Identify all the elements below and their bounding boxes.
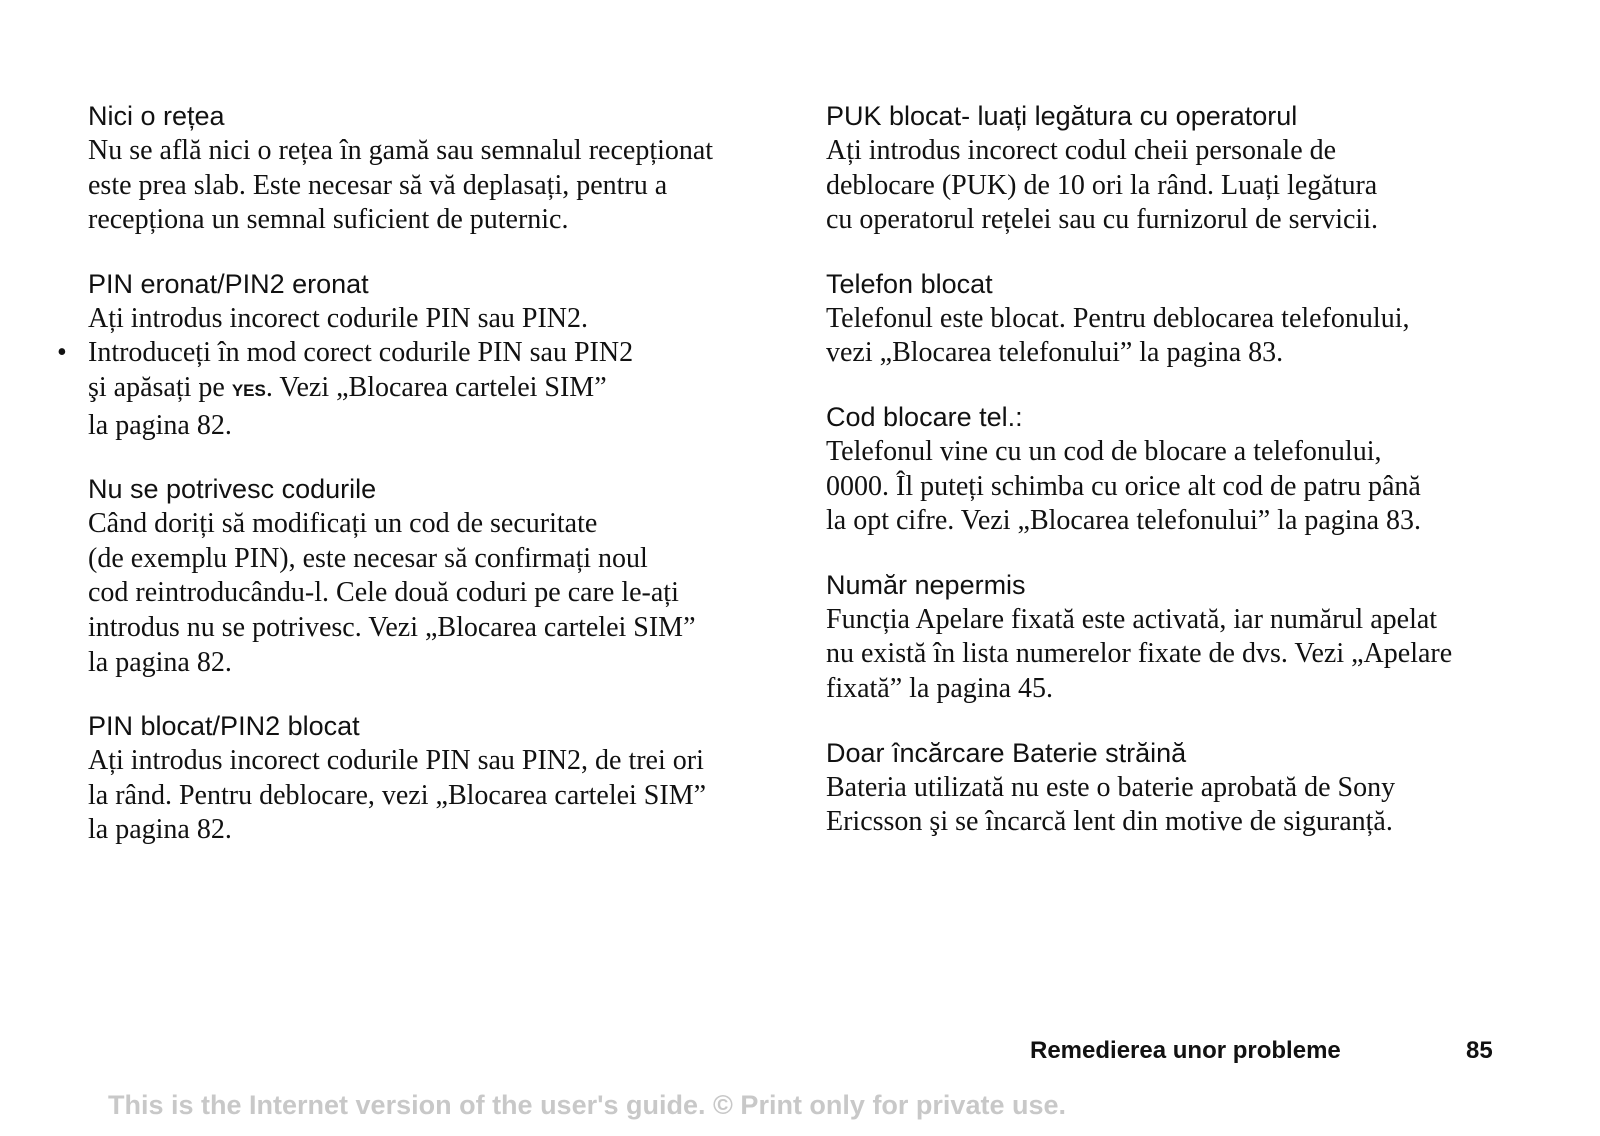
section-heading: Nu se potrivesc codurile [88,474,377,505]
section-pin-blocked [88,710,768,848]
section-foreign-battery [826,737,1526,840]
bullet-text: . Vezi „Blocarea cartelei SIM” [265,371,607,403]
body-line: fixată” la pagina 45. [826,672,1054,704]
section-heading: Telefon blocat [826,268,993,299]
body-line: Ați introdus incorect codurile PIN sau PIN2. [88,302,589,334]
body-line [88,371,768,409]
bullet-marker: • [57,337,67,369]
section-heading: Doar încărcare Baterie străină [826,737,1187,768]
section-no-network [88,100,768,238]
body-line: recepționa un semnal suficient de puternic. [88,204,569,236]
body-line: Telefonul vine cu un cod de blocare a telefonului, [826,435,1382,467]
section-codes-mismatch [88,473,768,680]
section-puk-blocked [826,100,1526,238]
left-column [57,100,768,878]
section-number-not-permitted [826,569,1526,707]
body-line: 0000. Îl puteți schimba cu orice alt cod de patru până [826,470,1421,502]
body-line: Când doriți să modificați un cod de securitate [88,508,598,540]
body-line: Funcția Apelare fixată este activată, iar numărul apelat [826,603,1438,635]
bullet-text: şi apăsați pe [88,371,232,403]
body-line: Ați introdus incorect codul cheii personale de [826,135,1337,166]
section-heading: Cod blocare tel.: [826,401,1023,432]
section-heading: Nici o rețea [88,101,225,131]
page-number: 85 [1466,1037,1493,1064]
section-heading: PIN eronat/PIN2 eronat [88,268,369,299]
body-line: Ați introdus incorect codurile PIN sau PIN2, de trei ori [88,745,704,777]
section-phone-locked [826,268,1526,371]
body-line: cu operatorul rețelei sau cu furnizorul de servicii. [826,204,1378,236]
body-line: introdus nu se potrivesc. Vezi „Blocarea cartelei SIM” [88,611,696,643]
bullet-text: Introduceți în mod corect codurile PIN sau PIN2 [88,337,634,369]
body-line: este prea slab. Este necesar să vă deplasați, pentru a [88,169,668,201]
body-line: Ericsson şi se încarcă lent din motive de siguranță. [826,806,1393,838]
body-line: Telefonul este blocat. Pentru deblocarea telefonului, [826,302,1410,334]
body-line: Bateria utilizată nu este o baterie aprobată de Sony [826,771,1396,803]
right-column [826,100,1526,870]
section-wrong-pin [57,268,768,443]
body-line: la pagina 82. [88,646,232,678]
footer-section-title: Remedierea unor probleme [1030,1037,1341,1064]
watermark-notice: This is the Internet version of the user's guide. © Print only for private use. [108,1090,1066,1120]
body-line: (de exemplu PIN), este necesar să confirmați noul [88,542,648,574]
body-line: la pagina 82. [88,814,232,846]
body-line: deblocare (PUK) de 10 ori la rând. Luați legătura [826,169,1378,201]
body-line: cod reintroducându-l. Cele două coduri pe care le-ați [88,577,679,609]
body-line: la pagina 82. [88,409,232,441]
body-line: Nu se află nici o rețea în gamă sau semnalul recepționat [88,135,714,166]
body-line: nu există în lista numerelor fixate de dvs. Vezi „Apelare [826,638,1453,670]
yes-key-label: YES [231,380,266,400]
section-phone-lock-code [826,401,1526,539]
section-heading: Număr nepermis [826,569,1026,600]
bullet-item [57,336,768,371]
section-heading: PIN blocat/PIN2 blocat [88,711,360,742]
body-line: la rând. Pentru deblocare, vezi „Blocarea cartelei SIM” [88,779,707,811]
body-line: la opt cifre. Vezi „Blocarea telefonului” la pagina 83. [826,505,1421,537]
section-heading: PUK blocat- luați legătura cu operatorul [826,101,1298,131]
body-line: vezi „Blocarea telefonului” la pagina 83. [826,337,1284,369]
